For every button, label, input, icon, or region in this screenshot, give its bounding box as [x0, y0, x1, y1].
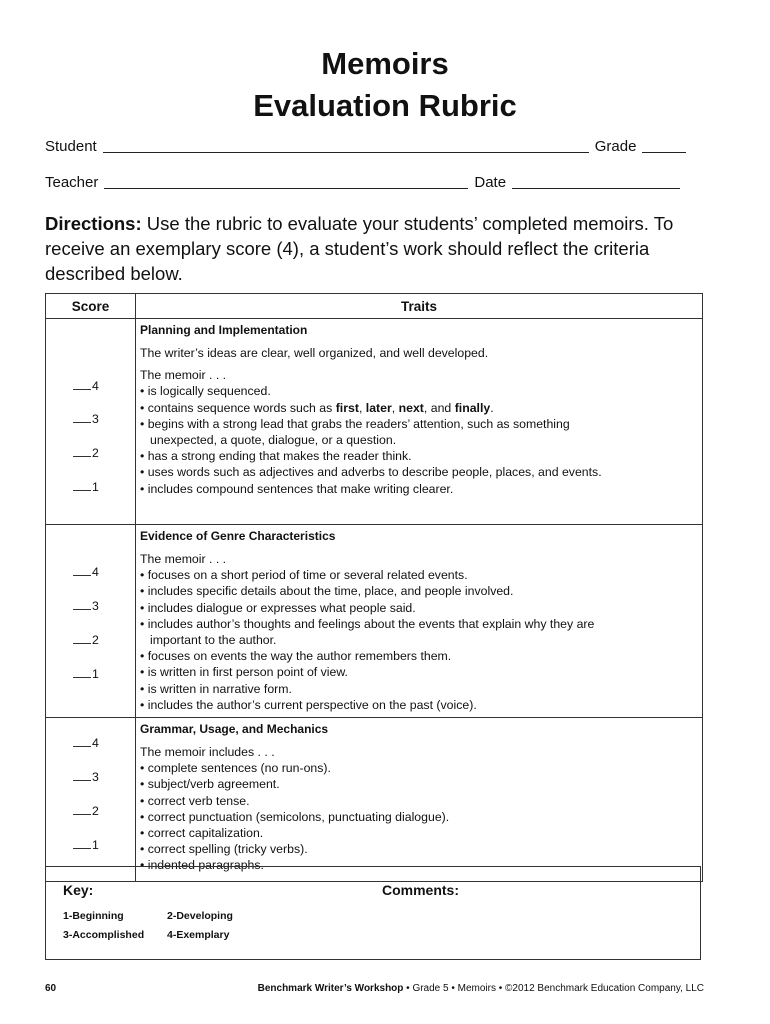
- trait-line: The writer’s ideas are clear, well organized, and well developed.: [140, 346, 489, 360]
- trait-line: • indented paragraphs.: [140, 858, 264, 873]
- key-item: 2-Developing: [167, 910, 233, 922]
- directions-lead: Directions:: [45, 213, 142, 234]
- student-input-line[interactable]: [103, 138, 589, 153]
- score-cell: [46, 319, 136, 525]
- footer-text: [258, 983, 704, 994]
- section-title: Evidence of Genre Characteristics: [140, 529, 336, 543]
- title-line-2: Evaluation Rubric: [253, 88, 517, 123]
- score-option[interactable]: 4: [73, 736, 99, 750]
- score-option[interactable]: 2: [73, 804, 99, 818]
- trait-line: The memoir . . .: [140, 368, 227, 383]
- trait-line: • is written in narrative form.: [140, 681, 292, 696]
- key-item: 3-Accomplished: [63, 929, 145, 941]
- trait-line: unexpected, a quote, dialogue, or a question.: [150, 433, 397, 448]
- traits-cell: [136, 718, 703, 882]
- score-option[interactable]: 4: [73, 379, 99, 393]
- trait-line: The memoir . . .: [140, 552, 227, 566]
- page-number: 60: [45, 983, 57, 994]
- key-title: Key:: [63, 882, 94, 898]
- score-option[interactable]: 3: [73, 599, 99, 613]
- student-grade-row: [45, 138, 701, 155]
- trait-line: • uses words such as adjectives and adverbs to describe people, places, and events.: [140, 465, 602, 480]
- trait-line: • focuses on a short period of time or several related events.: [140, 568, 468, 583]
- score-option[interactable]: 1: [73, 480, 99, 494]
- traits-cell: [136, 525, 703, 718]
- date-input-line[interactable]: [512, 174, 680, 189]
- rubric-section-planning: [46, 319, 703, 525]
- directions-text: Use the rubric to evaluate your students’ completed memoirs. To receive an exemplary score (4), a student’s work should reflect the criteria described below.: [45, 213, 674, 284]
- rubric-table: [45, 293, 703, 882]
- trait-line: • correct spelling (tricky verbs).: [140, 842, 308, 857]
- directions: [45, 211, 725, 286]
- score-cell: [46, 525, 136, 718]
- score-option[interactable]: 3: [73, 412, 99, 426]
- score-option[interactable]: 2: [73, 446, 99, 460]
- rubric-header-row: [46, 294, 703, 319]
- section-title: Planning and Implementation: [140, 323, 308, 337]
- traits-header: Traits: [136, 294, 703, 319]
- traits-cell: [136, 319, 703, 525]
- trait-line: • complete sentences (no run-ons).: [140, 761, 331, 776]
- trait-line: • includes author’s thoughts and feelings about the events that explain why they are: [140, 616, 595, 631]
- trait-line: • has a strong ending that makes the reader think.: [140, 449, 412, 464]
- date-label: Date: [474, 174, 507, 191]
- score-option[interactable]: 1: [73, 667, 99, 681]
- trait-line: • focuses on events the way the author remembers them.: [140, 649, 452, 664]
- score-option[interactable]: 2: [73, 633, 99, 647]
- rubric-section-genre: [46, 525, 703, 718]
- rubric-section-grammar: [46, 718, 703, 882]
- footer-brand: Benchmark Writer’s Workshop: [257, 983, 404, 994]
- footer-details: • Grade 5 • Memoirs • ©2012 Benchmark Education Company, LLC: [403, 983, 704, 994]
- trait-line: • subject/verb agreement.: [140, 777, 280, 792]
- score-option[interactable]: 1: [73, 838, 99, 852]
- trait-line: • includes the author’s current perspective on the past (voice).: [140, 697, 477, 712]
- key-item: 1-Beginning: [63, 910, 124, 922]
- trait-line: The memoir includes . . .: [140, 745, 275, 759]
- score-cell: [46, 718, 136, 882]
- score-option[interactable]: 4: [73, 565, 99, 579]
- key-item: 4-Exemplary: [167, 929, 230, 941]
- comments-title: Comments:: [382, 882, 460, 898]
- trait-line: • includes compound sentences that make writing clearer.: [140, 481, 454, 496]
- score-option[interactable]: 3: [73, 770, 99, 784]
- trait-line: • begins with a strong lead that grabs the readers’ attention, such as something: [140, 416, 570, 431]
- grade-input-line[interactable]: [642, 138, 686, 153]
- trait-line: important to the author.: [150, 633, 277, 648]
- trait-line: • is written in first person point of view.: [140, 665, 348, 680]
- trait-line: • correct verb tense.: [140, 793, 250, 808]
- trait-line: • correct capitalization.: [140, 826, 264, 841]
- section-title: Grammar, Usage, and Mechanics: [140, 722, 329, 736]
- title-line-1: Memoirs: [321, 46, 449, 81]
- teacher-input-line[interactable]: [104, 174, 468, 189]
- student-label: Student: [45, 138, 97, 155]
- trait-line: • correct punctuation (semicolons, punctuating dialogue).: [140, 809, 450, 824]
- key-comments-box: [45, 866, 701, 960]
- trait-line: • contains sequence words such as first, later, next, and finally.: [140, 400, 494, 415]
- trait-line: • includes dialogue or expresses what people said.: [140, 600, 416, 615]
- teacher-date-row: [45, 174, 701, 191]
- score-header: Score: [46, 294, 136, 319]
- trait-line: • includes specific details about the time, place, and people involved.: [140, 584, 514, 599]
- teacher-label: Teacher: [45, 174, 99, 191]
- grade-label: Grade: [594, 138, 637, 155]
- trait-line: • is logically sequenced.: [140, 384, 271, 399]
